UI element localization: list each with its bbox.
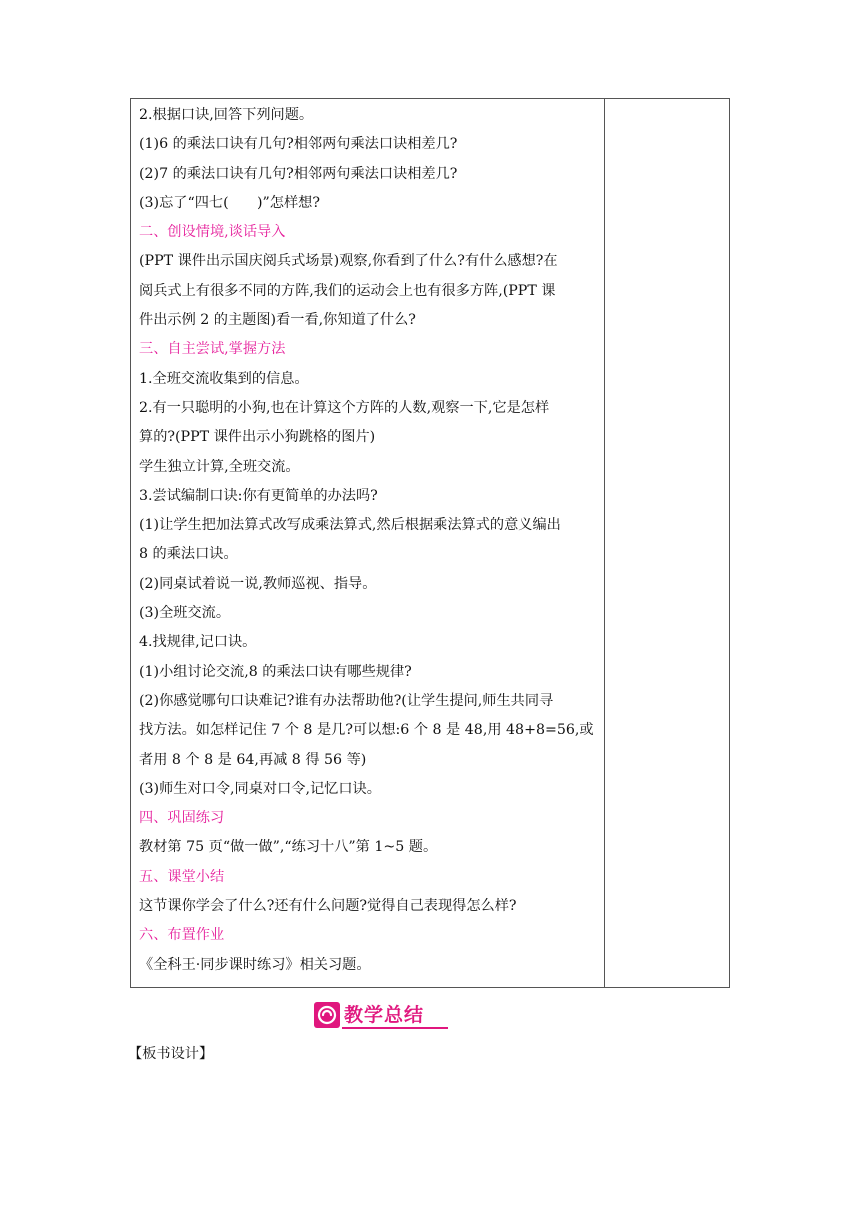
text-line: (1)6 的乘法口诀有几句?相邻两句乘法口诀相差几? [139,136,458,153]
text-line: (1)小组讨论交流,8 的乘法口诀有哪些规律? [139,663,412,680]
text-line: 算的?(PPT 课件出示小狗跳格的图片) [139,429,376,446]
section-heading: 二、创设情境,谈话导入 [139,224,286,241]
text-line: 者用 8 个 8 是 64,再减 8 得 56 等) [139,751,367,768]
text-line: 学生独立计算,全班交流。 [139,458,300,475]
lesson-table [130,98,730,988]
banner-title: 教学总结 [344,1004,425,1026]
text-line: (3)全班交流。 [139,605,231,622]
text-line: (3)忘了“四七( )”怎样想? [139,194,320,211]
board-design-label: 【板书设计】 [128,1046,214,1062]
section-heading: 六、布置作业 [139,927,225,944]
text-line: 8 的乘法口诀。 [139,546,238,563]
text-line: 这节课你学会了什么?还有什么问题?觉得自己表现得怎么样? [139,898,517,915]
text-line: (PPT 课件出示国庆阅兵式场景)观察,你看到了什么?有什么感想?在 [139,253,558,270]
swirl-logo-icon [314,1002,340,1028]
teaching-summary-banner [314,1002,448,1028]
text-line: 件出示例 2 的主题图)看一看,你知道了什么? [139,312,416,329]
text-line: 1.全班交流收集到的信息。 [139,370,309,387]
text-line: 2.有一只聪明的小狗,也在计算这个方阵的人数,观察一下,它是怎样 [139,399,550,416]
text-line: 3.尝试编制口诀:你有更简单的办法吗? [139,487,378,504]
text-line: 4.找规律,记口诀。 [139,634,257,651]
text-line: (3)师生对口令,同桌对口令,记忆口诀。 [139,780,381,797]
section-heading: 四、巩固练习 [139,810,225,827]
section-heading: 三、自主尝试,掌握方法 [139,341,286,358]
text-line: (2)7 的乘法口诀有几句?相邻两句乘法口诀相差几? [139,165,458,182]
text-line: 2.根据口诀,回答下列问题。 [139,107,314,123]
text-line: 阅兵式上有很多不同的方阵,我们的运动会上也有很多方阵,(PPT 课 [139,282,556,299]
text-line: (2)你感觉哪句口诀难记?谁有办法帮助他?(让学生提问,师生共同寻 [139,692,554,709]
section-heading: 五、课堂小结 [139,868,225,885]
text-line: (1)让学生把加法算式改写成乘法算式,然后根据乘法算式的意义编出 [139,517,561,534]
lesson-content [139,101,597,980]
text-line: 《全科王·同步课时练习》相关习题。 [139,956,371,973]
text-line: 找方法。如怎样记住 7 个 8 是几?可以想:6 个 8 是 48,用 48+8=56,或 [139,722,594,739]
banner-underline [342,1027,448,1029]
column-divider [604,99,605,987]
text-line: 教材第 75 页“做一做”,“练习十八”第 1~5 题。 [139,839,438,856]
text-line: (2)同桌试着说一说,教师巡视、指导。 [139,575,377,592]
